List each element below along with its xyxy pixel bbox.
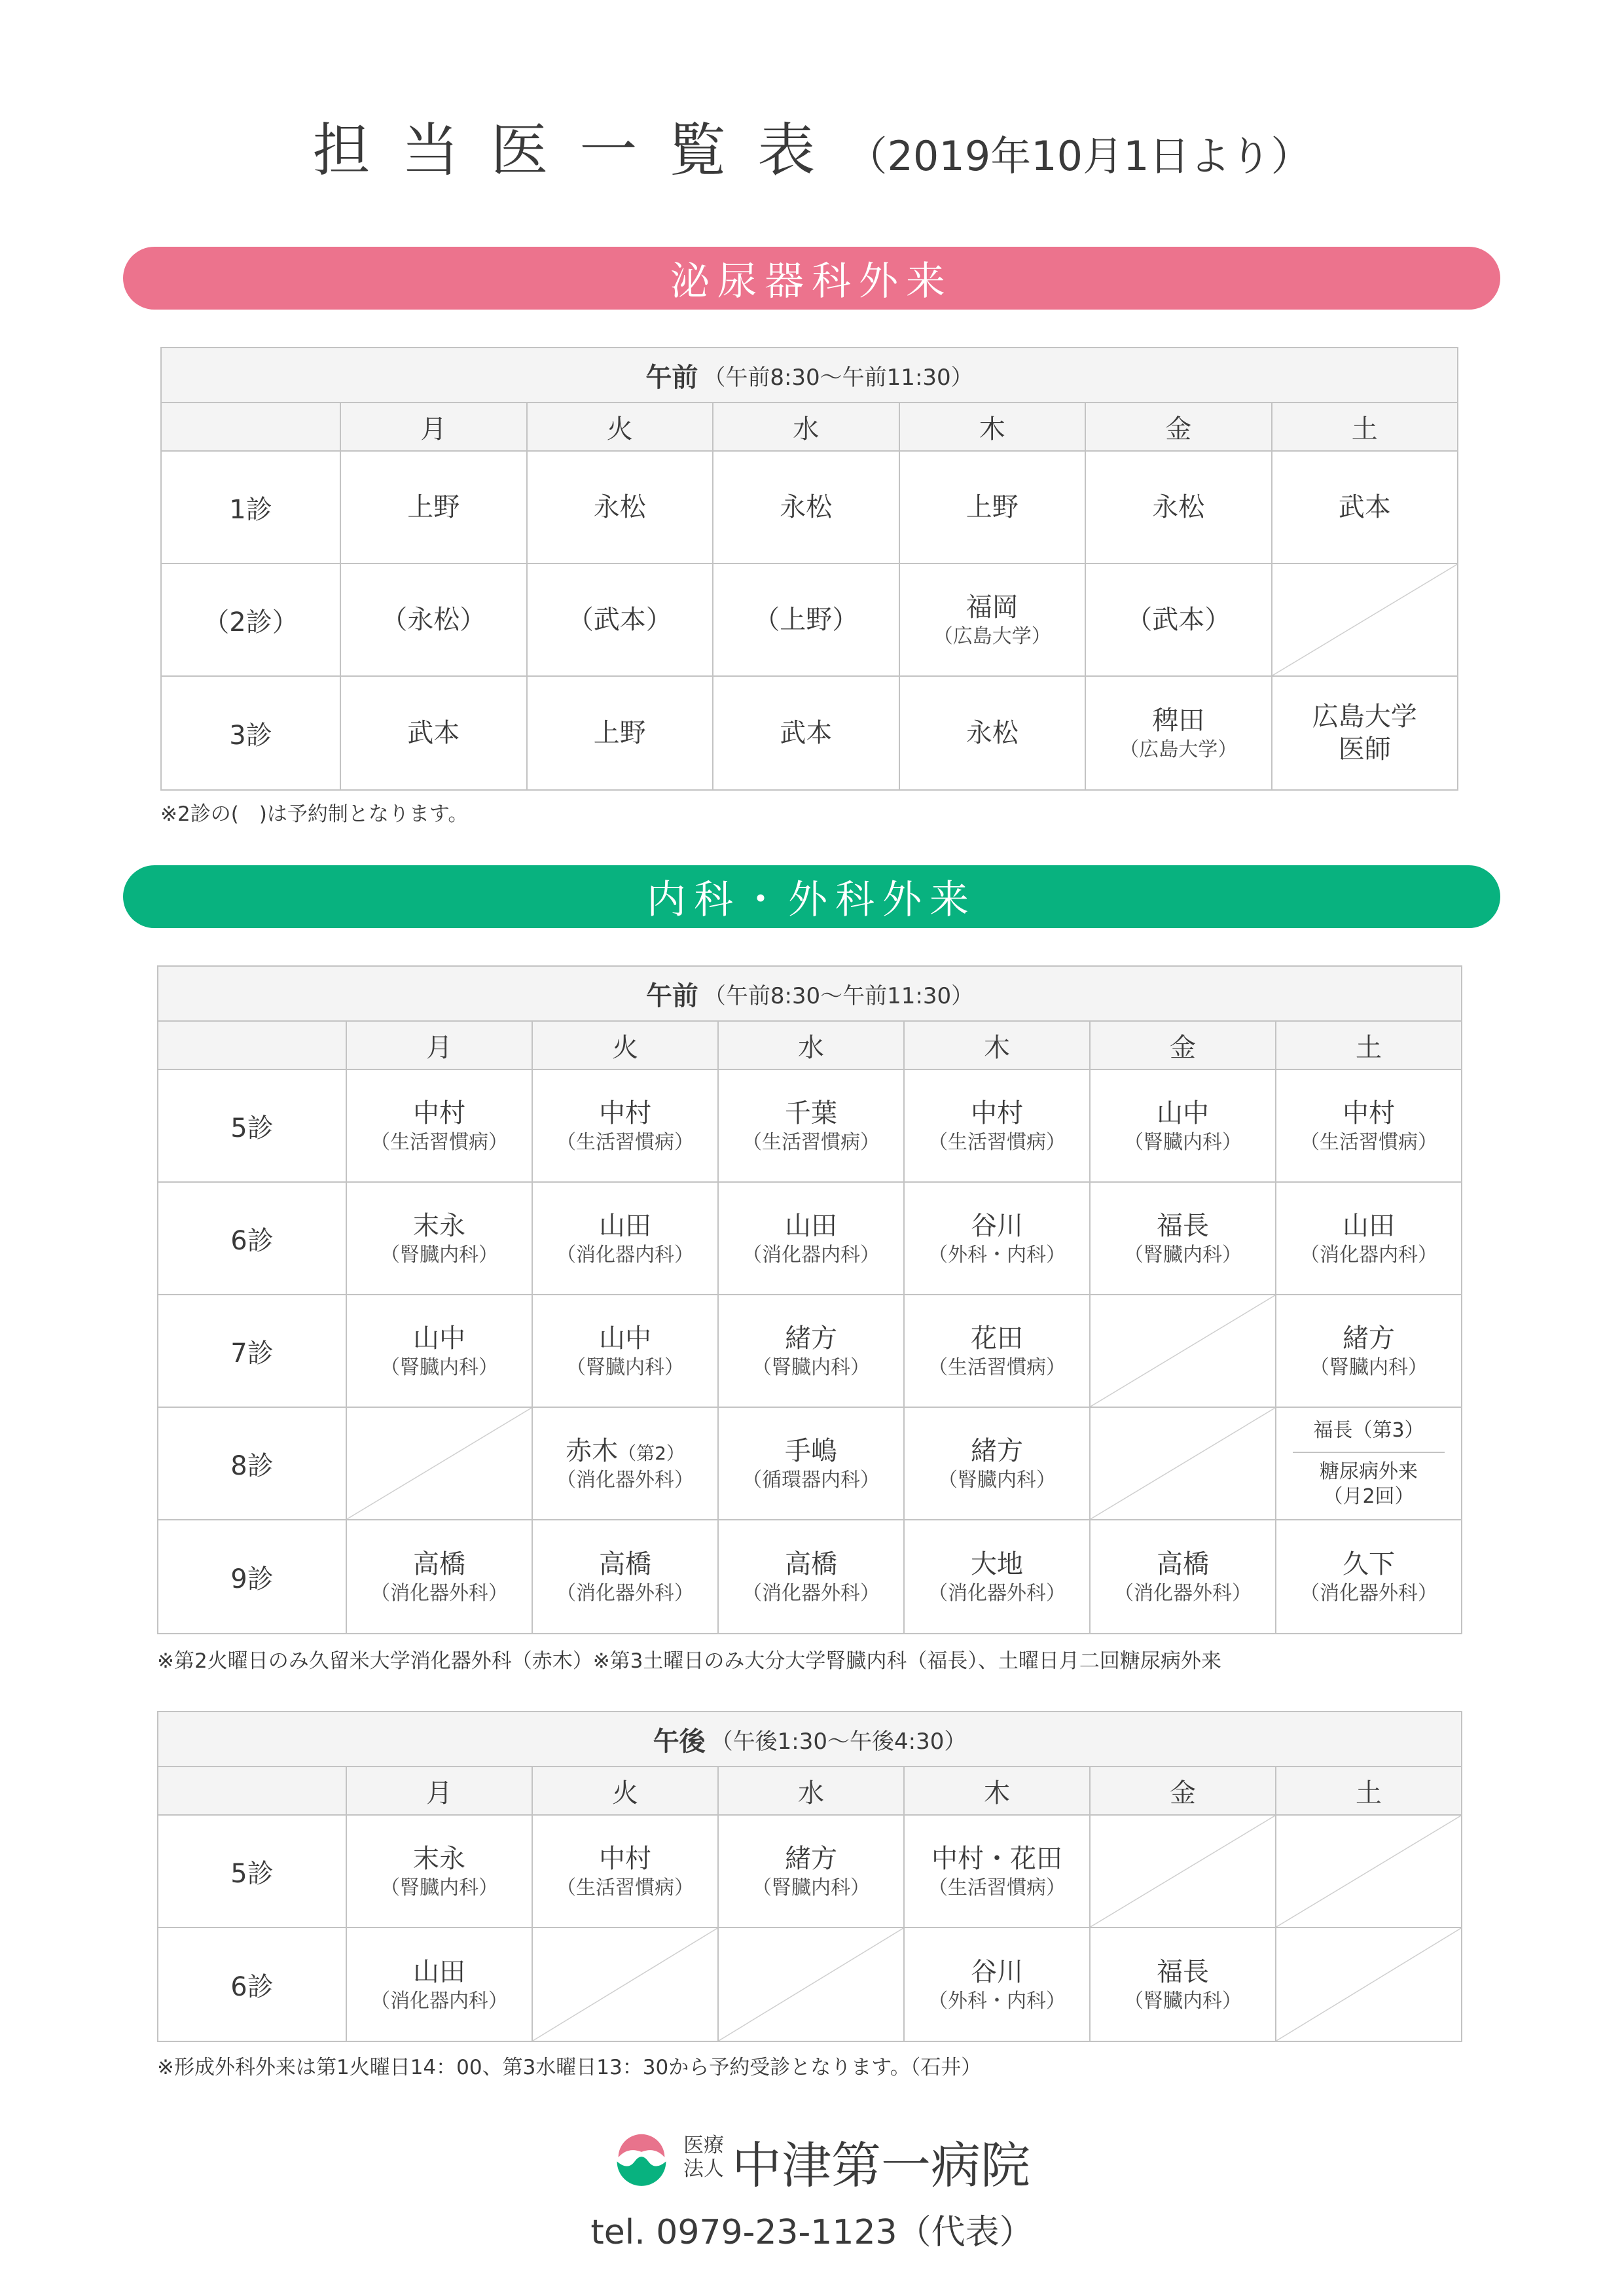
doctor-name — [1152, 704, 1204, 737]
doctor-name — [966, 591, 1019, 624]
doctor-name-text: 上野 — [407, 492, 460, 522]
doctor-name-text: 武本 — [1338, 492, 1391, 522]
doctor-name-text: （武本） — [1126, 605, 1231, 635]
schedule-cell — [717, 1816, 903, 1927]
schedule-cell — [712, 677, 899, 789]
empty-slash — [533, 1928, 717, 2041]
internal-pm-note: ※形成外科外来は第1火曜日14：00、第3水曜日13：30から予約受診となります。（石井） — [157, 2056, 982, 2079]
department: （腎臓内科） — [752, 1355, 870, 1379]
title-main: 担当医一覧表 — [312, 117, 847, 184]
schedule-cell — [526, 452, 713, 563]
schedule-cell — [1275, 1408, 1461, 1519]
doctor-name — [1343, 1210, 1395, 1242]
department: （生活習慣病） — [556, 1876, 694, 1899]
corp-line1: 医療 — [683, 2134, 724, 2157]
page-title — [0, 105, 1624, 187]
empty-cell — [346, 1408, 532, 1519]
schedule-cell — [1085, 452, 1271, 563]
empty-slash — [719, 1928, 903, 2041]
schedule-cell — [1275, 1183, 1461, 1294]
empty-slash — [1091, 1816, 1275, 1927]
table-row — [158, 1295, 1461, 1408]
urology-band: 泌尿器科外来 — [123, 247, 1500, 310]
doctor-name — [599, 1322, 651, 1355]
doctor-name-text: 中村 — [599, 1843, 651, 1874]
doctor-name-text: 山田 — [413, 1956, 465, 1987]
doctor-name — [1157, 1956, 1209, 1988]
doctor-name-text: 山中 — [1157, 1098, 1209, 1128]
schedule-cell — [526, 564, 713, 675]
schedule-cell — [340, 564, 526, 675]
schedule-cell — [903, 1070, 1089, 1181]
doctor-name-text: （永松） — [381, 605, 486, 635]
doctor-name-text: 武本 — [780, 718, 833, 748]
doctor-name-text: 緒方 — [1343, 1323, 1395, 1354]
day-header-3: 水 — [717, 1767, 903, 1814]
schedule-cell — [717, 1408, 903, 1519]
doctor-name — [785, 1548, 837, 1581]
schedule-cell — [526, 677, 713, 789]
department: （消化器外科） — [928, 1581, 1066, 1605]
table-row — [158, 1816, 1461, 1928]
cell-divider — [1293, 1452, 1444, 1453]
day-header-row — [158, 1767, 1461, 1816]
doctor-name — [971, 1435, 1023, 1467]
department: （腎臓内科） — [1124, 1989, 1242, 2013]
schedule-cell — [346, 1183, 532, 1294]
day-header-1: 月 — [346, 1022, 532, 1069]
department: （腎臓内科） — [1124, 1243, 1242, 1266]
doctor-name — [785, 1097, 837, 1130]
department: （腎臓内科） — [938, 1468, 1056, 1492]
day-header-3: 水 — [717, 1022, 903, 1069]
doctor-name-text: 久下 — [1343, 1549, 1395, 1579]
doctor-name-text: 永松 — [1152, 492, 1205, 522]
empty-slash — [1091, 1408, 1275, 1519]
caption-hours: （午後1:30〜午後4:30） — [710, 1728, 967, 1755]
doctor-name: 福長（第3） — [1313, 1418, 1424, 1442]
day-header-2: 火 — [532, 1022, 717, 1069]
empty-cell — [1089, 1408, 1275, 1519]
table-row — [162, 564, 1457, 677]
doctor-name-text: 福長 — [1157, 1210, 1209, 1241]
department: （消化器外科） — [370, 1581, 508, 1605]
doctor-name — [407, 717, 460, 749]
schedule-cell — [346, 1520, 532, 1633]
hospital-name: 中津第一病院 — [732, 2136, 1030, 2195]
doctor-name — [780, 717, 832, 749]
schedule-cell — [1271, 452, 1458, 563]
doctor-name — [599, 1210, 651, 1242]
department: （消化器外科） — [556, 1581, 694, 1605]
day-header-6: 土 — [1271, 403, 1458, 450]
internal-surgery-band: 内科・外科外来 — [123, 865, 1500, 928]
day-header-row — [162, 403, 1457, 452]
doctor-name — [966, 491, 1019, 524]
empty-cell — [1089, 1295, 1275, 1407]
department: （生活習慣病） — [370, 1130, 508, 1154]
department: （生活習慣病） — [928, 1876, 1066, 1899]
doctor-name — [568, 603, 672, 636]
schedule-cell — [532, 1520, 717, 1633]
day-header-2: 火 — [532, 1767, 717, 1814]
department: （腎臓内科） — [1310, 1355, 1428, 1379]
doctor-name — [1343, 1548, 1395, 1581]
schedule-cell — [1089, 1928, 1275, 2041]
internal-am-table — [157, 965, 1462, 1634]
doctor-name — [780, 491, 832, 524]
hospital-logo-icon — [607, 2121, 676, 2189]
department: （腎臓内科） — [380, 1243, 498, 1266]
empty-slash — [1272, 564, 1458, 675]
doctor-name-text: 福長 — [1157, 1956, 1209, 1987]
day-header-6: 土 — [1275, 1767, 1461, 1814]
doctor-name — [381, 603, 486, 636]
caption-hours: （午前8:30〜午前11:30） — [703, 364, 973, 391]
caption-hours: （午前8:30〜午前11:30） — [703, 982, 974, 1009]
department: （消化器外科） — [556, 1468, 694, 1492]
department: （生活習慣病） — [1300, 1130, 1437, 1154]
internal-am-note: ※第2火曜日のみ久留米大学消化器外科（赤木）※第3土曜日のみ大分大学腎臓内科（福長）、土曜日月二回糖尿病外来 — [157, 1649, 1221, 1673]
day-header-5: 金 — [1089, 1767, 1275, 1814]
department: （消化器外科） — [742, 1581, 880, 1605]
day-header-5: 金 — [1085, 403, 1271, 450]
department: （広島大学） — [933, 624, 1051, 648]
doctor-name — [599, 1842, 651, 1875]
doctor-name-text: （武本） — [567, 605, 672, 635]
corporation-label — [683, 2134, 724, 2181]
doctor-name — [1339, 491, 1391, 524]
doctor-name — [753, 603, 858, 636]
row-label: 6診 — [230, 1971, 274, 2002]
doctor-name — [413, 1842, 465, 1875]
schedule-cell — [717, 1070, 903, 1181]
schedule-cell — [346, 1928, 532, 2041]
day-header-2: 火 — [526, 403, 713, 450]
day-header-6: 土 — [1275, 1022, 1461, 1069]
doctor-name-text: 永松 — [780, 492, 833, 522]
doctor-name — [931, 1842, 1062, 1875]
doctor-name-text: 手嶋 — [785, 1435, 837, 1466]
department: （生活習慣病） — [556, 1130, 694, 1154]
doctor-name — [566, 1435, 685, 1467]
schedule-cell — [903, 1520, 1089, 1633]
doctor-name — [407, 491, 460, 524]
schedule-cell — [532, 1183, 717, 1294]
row-label: 5診 — [230, 1858, 274, 1889]
table-caption — [162, 348, 1457, 403]
doctor-name — [1312, 700, 1417, 733]
title-date: （2019年10月1日より） — [846, 132, 1312, 180]
schedule-cell — [346, 1816, 532, 1927]
doctor-name — [1157, 1548, 1209, 1581]
doctor-name-text: 高橋 — [413, 1549, 465, 1579]
doctor-name — [971, 1210, 1023, 1242]
day-header-5: 金 — [1089, 1022, 1275, 1069]
day-header-4: 木 — [903, 1767, 1089, 1814]
doctor-name-text: （上野） — [753, 605, 859, 635]
doctor-name — [1126, 603, 1231, 636]
department: （広島大学） — [1119, 738, 1238, 761]
schedule-cell — [1275, 1520, 1461, 1633]
corner-cell — [158, 1022, 346, 1069]
doctor-name-text: 末永 — [413, 1843, 465, 1874]
schedule-cell — [532, 1408, 717, 1519]
schedule-cell — [903, 1816, 1089, 1927]
caption-title: 午前 — [645, 362, 698, 393]
clinic-frequency: （月2回） — [1323, 1484, 1415, 1508]
corner-cell — [158, 1767, 346, 1814]
day-header-row — [158, 1022, 1461, 1070]
department: （循環器内科） — [742, 1468, 880, 1492]
day-header-4: 木 — [903, 1022, 1089, 1069]
doctor-name-text: 大地 — [971, 1549, 1023, 1579]
department: （外科・内科） — [928, 1243, 1066, 1266]
doctor-name — [971, 1322, 1023, 1355]
doctor-name — [594, 717, 646, 749]
doctor-name — [1343, 1097, 1395, 1130]
doctor-name-text: 緒方 — [785, 1323, 837, 1354]
department: （消化器外科） — [1114, 1581, 1252, 1605]
doctor-name-text: 中村・花田 — [931, 1843, 1062, 1874]
doctor-name — [413, 1097, 465, 1130]
department: （消化器内科） — [370, 1989, 508, 2013]
department: （消化器内科） — [742, 1243, 880, 1266]
department: （消化器内科） — [1300, 1243, 1437, 1266]
doctor-name-text: 上野 — [593, 718, 646, 748]
row-label: 3診 — [229, 720, 272, 751]
clinic-name: 糖尿病外来 — [1320, 1460, 1418, 1484]
row-label: 9診 — [230, 1564, 274, 1594]
day-header-3: 水 — [712, 403, 899, 450]
doctor-name — [1157, 1210, 1209, 1242]
empty-slash — [347, 1408, 532, 1519]
schedule-cell — [532, 1816, 717, 1927]
empty-slash — [1276, 1816, 1461, 1927]
schedule-cell — [712, 452, 899, 563]
doctor-name-text: 谷川 — [971, 1956, 1023, 1987]
table-row — [158, 1408, 1461, 1520]
schedule-cell — [1275, 1070, 1461, 1181]
urology-am-table — [160, 347, 1458, 791]
doctor-name-text: 稗田 — [1152, 705, 1205, 736]
doctor-name-text: 山中 — [413, 1323, 465, 1354]
schedule-cell — [346, 1070, 532, 1181]
schedule-cell — [1085, 677, 1271, 789]
schedule-cell — [1271, 677, 1458, 789]
row-label: 5診 — [230, 1113, 274, 1143]
doctor-name-text: 山田 — [1343, 1210, 1395, 1241]
doctor-name — [413, 1956, 465, 1988]
doctor-name — [413, 1210, 465, 1242]
table-row — [158, 1928, 1461, 2041]
doctor-name-text: 緒方 — [785, 1843, 837, 1874]
schedule-cell — [899, 564, 1085, 675]
schedule-cell — [1089, 1183, 1275, 1294]
schedule-cell — [340, 677, 526, 789]
urology-note: ※2診の( )は予約制となります。 — [160, 802, 469, 826]
internal-pm-table — [157, 1711, 1462, 2042]
row-label: 1診 — [229, 494, 272, 525]
schedule-cell — [1085, 564, 1271, 675]
empty-cell — [1089, 1816, 1275, 1927]
empty-cell — [1275, 1816, 1461, 1927]
table-row — [162, 677, 1457, 789]
doctor-name-text: 上野 — [965, 492, 1019, 522]
doctor-name — [413, 1548, 465, 1581]
department: （腎臓内科） — [380, 1876, 498, 1899]
doctor-name-text: 福岡 — [965, 592, 1019, 622]
row-label: 8診 — [230, 1450, 274, 1481]
table-row — [158, 1183, 1461, 1295]
doctor-name-text: 末永 — [413, 1210, 465, 1241]
empty-cell — [1271, 564, 1458, 675]
day-header-1: 月 — [346, 1767, 532, 1814]
schedule-cell — [717, 1183, 903, 1294]
doctor-week-note: （第2） — [618, 1442, 685, 1464]
row-label: 6診 — [230, 1225, 274, 1256]
empty-slash — [1276, 1928, 1461, 2041]
department: （腎臓内科） — [752, 1876, 870, 1899]
caption-title: 午前 — [645, 980, 698, 1011]
empty-slash — [1091, 1295, 1275, 1407]
doctor-name — [413, 1322, 465, 1355]
doctor-name — [1152, 491, 1204, 524]
doctor-name — [785, 1322, 837, 1355]
schedule-cell — [1089, 1520, 1275, 1633]
day-header-1: 月 — [340, 403, 526, 450]
table-caption — [158, 1712, 1461, 1767]
row-label: （2診） — [203, 607, 298, 637]
doctor-name-text: 永松 — [593, 492, 646, 522]
department: （腎臓内科） — [380, 1355, 498, 1379]
schedule-cell — [717, 1295, 903, 1407]
doctor-name — [971, 1548, 1023, 1581]
schedule-cell — [1089, 1070, 1275, 1181]
doctor-name-text: 花田 — [971, 1323, 1023, 1354]
doctor-name-text: 永松 — [965, 718, 1019, 748]
department: （消化器外科） — [1300, 1581, 1437, 1605]
table-row — [158, 1520, 1461, 1633]
doctor-name — [971, 1956, 1023, 1988]
schedule-cell — [346, 1295, 532, 1407]
department: （腎臓内科） — [566, 1355, 684, 1379]
schedule-cell — [903, 1408, 1089, 1519]
doctor-name — [1157, 1097, 1209, 1130]
schedule-cell — [532, 1070, 717, 1181]
doctor-name-line2: 医師 — [1338, 734, 1391, 764]
department: （腎臓内科） — [1124, 1130, 1242, 1154]
schedule-cell — [903, 1183, 1089, 1294]
doctor-name-text: 谷川 — [971, 1210, 1023, 1241]
doctor-name-text: 山中 — [599, 1323, 651, 1354]
doctor-name — [966, 717, 1019, 749]
doctor-name-text: 高橋 — [1157, 1549, 1209, 1579]
day-header-4: 木 — [899, 403, 1085, 450]
doctor-name-text: 山田 — [785, 1210, 837, 1241]
doctor-name — [1343, 1322, 1395, 1355]
schedule-cell — [899, 677, 1085, 789]
empty-cell — [717, 1928, 903, 2041]
doctor-name-text: 千葉 — [785, 1098, 837, 1128]
schedule-cell — [340, 452, 526, 563]
department: （外科・内科） — [928, 1989, 1066, 2013]
telephone: tel. 0979-23-1123（代表） — [590, 2213, 1034, 2252]
schedule-cell — [717, 1520, 903, 1633]
doctor-name — [599, 1097, 651, 1130]
doctor-name — [785, 1435, 837, 1467]
doctor-name-text: 中村 — [413, 1098, 465, 1128]
doctor-name — [594, 491, 646, 524]
doctor-name — [599, 1548, 651, 1581]
schedule-cell — [1275, 1295, 1461, 1407]
table-row — [162, 452, 1457, 564]
doctor-name-text: 中村 — [599, 1098, 651, 1128]
doctor-name-text: 高橋 — [785, 1549, 837, 1579]
caption-title: 午後 — [653, 1726, 706, 1757]
doctor-name-text: 中村 — [1343, 1098, 1395, 1128]
doctor-name — [785, 1842, 837, 1875]
department: （生活習慣病） — [928, 1355, 1066, 1379]
doctor-name — [785, 1210, 837, 1242]
table-caption — [158, 967, 1461, 1022]
doctor-name-text: 赤木 — [566, 1435, 619, 1466]
doctor-name — [971, 1097, 1023, 1130]
doctor-name-text: 高橋 — [599, 1549, 651, 1579]
doctor-name-text: 中村 — [971, 1098, 1023, 1128]
empty-cell — [532, 1928, 717, 2041]
row-label: 7診 — [230, 1338, 274, 1369]
schedule-cell — [712, 564, 899, 675]
doctor-name-text: 緒方 — [971, 1435, 1023, 1466]
schedule-cell — [532, 1295, 717, 1407]
schedule-cell — [903, 1295, 1089, 1407]
corp-line2: 法人 — [683, 2157, 724, 2181]
department: （生活習慣病） — [928, 1130, 1066, 1154]
table-row — [158, 1070, 1461, 1183]
schedule-cell — [899, 452, 1085, 563]
department: （生活習慣病） — [742, 1130, 880, 1154]
doctor-name-text: 山田 — [599, 1210, 651, 1241]
empty-cell — [1275, 1928, 1461, 2041]
department: （消化器内科） — [556, 1243, 694, 1266]
schedule-cell — [903, 1928, 1089, 2041]
doctor-name-text: 武本 — [407, 718, 460, 748]
doctor-name-text: 広島大学 — [1312, 702, 1417, 732]
corner-cell — [162, 403, 340, 450]
